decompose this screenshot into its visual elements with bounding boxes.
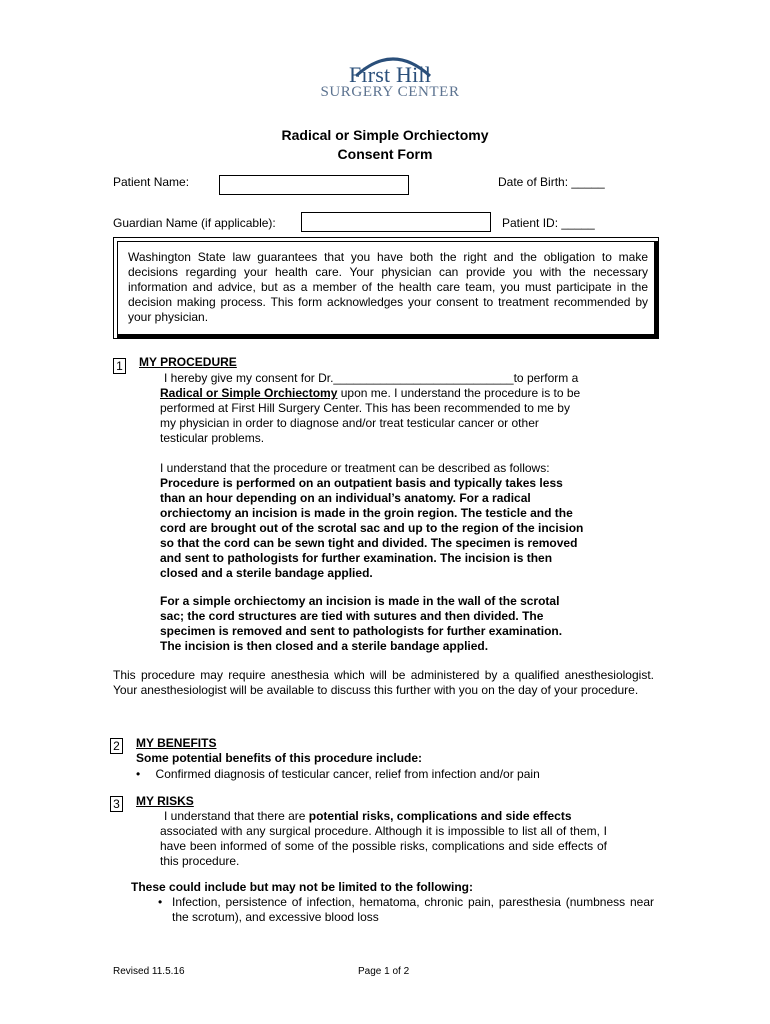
risks-list-heading: These could include but may not be limited to the following: (131, 880, 474, 894)
procedure-line-2: Radical or Simple Orchiectomy upon me. I understand the procedure is to be (160, 386, 581, 400)
form-subtitle: Consent Form (337, 146, 433, 162)
legal-notice-box (113, 237, 659, 339)
simple-line: specimen is removed and sent to pathologists for further examination. (160, 624, 563, 638)
procedure-line-5: testicular problems. (160, 431, 265, 445)
form-title: Radical or Simple Orchiectomy (281, 127, 489, 143)
risks-intro-line: I understand that there are potential risks, complications and side effects (164, 809, 572, 823)
simple-line: The incision is then closed and a sterile bandage applied. (160, 639, 489, 653)
guardian-label: Guardian Name (if applicable): (113, 216, 276, 230)
radical-line: closed and a sterile bandage applied. (160, 566, 373, 580)
patient-id-label: Patient ID: _____ (502, 216, 595, 230)
procedure-heading: MY PROCEDURE (139, 355, 237, 369)
bullet-icon: • (158, 895, 163, 909)
guardian-name-field[interactable] (301, 212, 491, 232)
risks-heading: MY RISKS (136, 794, 194, 808)
risks-intro-bold: potential risks, complications and side effects (308, 809, 572, 823)
radical-line: Procedure is performed on an outpatient basis and typically takes less (160, 476, 563, 490)
patient-name-label: Patient Name: (113, 175, 190, 189)
benefits-subheading: Some potential benefits of this procedure include: (136, 751, 423, 765)
risks-intro-rest: associated with any surgical procedure. Although it is impossible to list all of them, I have been informed of some of the possible risks, complications and side effects of this procedure. (160, 824, 607, 868)
benefit-item: • Confirmed diagnosis of testicular cancer, relief from infection and/or pain (136, 767, 540, 781)
benefits-heading: MY BENEFITS (136, 736, 217, 750)
radical-line: than an hour depending on an individual’s anatomy. For a radical (160, 491, 531, 505)
anesthesia-paragraph: This procedure may require anesthesia which will be administered by a qualified anesthesiologist. Your anesthesiologist will be available to discuss this further with you on the day of your procedure. (113, 668, 654, 697)
procedure-name: Radical or Simple Orchiectomy (160, 386, 338, 400)
simple-line: sac; the cord structures are tied with sutures and then divided. The (160, 609, 544, 623)
logo-subtitle: SURGERY CENTER (320, 84, 460, 100)
simple-line: For a simple orchiectomy an incision is made in the wall of the scrotal (160, 594, 560, 608)
procedure-line-4: my physician in order to diagnose and/or treat testicular cancer or other (160, 416, 539, 430)
risk-item: • Infection, persistence of infection, hematoma, chronic pain, paresthesia (numbness near the scrotum), and excessive blood loss (158, 895, 654, 924)
legal-notice-text: Washington State law guarantees that you have both the right and the obligation to make decisions regarding your health care. Your physician can provide you with the necessary information and advice, but as a member of the health care team, you must participate in the decision making process. This form acknowledges your consent to treatment recommended by your physician. (128, 250, 648, 324)
procedure-line-3: performed at First Hill Surgery Center. This has been recommended to me by (160, 401, 570, 415)
dob-label: Date of Birth: _____ (498, 175, 605, 189)
describe-intro: I understand that the procedure or treatment can be described as follows: (160, 461, 550, 475)
patient-name-field[interactable] (219, 175, 409, 195)
section-number-2: 2 (110, 738, 123, 754)
radical-line: cord are brought out of the scrotal sac and up to the region of the incision (160, 521, 584, 535)
section-number-1: 1 (113, 358, 126, 374)
radical-line: and sent to pathologists for further examination. The incision is then (160, 551, 553, 565)
section-number-3: 3 (110, 796, 123, 812)
consent-line: I hereby give my consent for Dr.___________________________to perform a (164, 371, 579, 385)
revised-date: Revised 11.5.16 (113, 966, 185, 977)
bullet-icon: • (136, 767, 141, 781)
page-number: Page 1 of 2 (358, 966, 410, 977)
radical-line: orchiectomy an incision is made in the groin region. The testicle and the (160, 506, 573, 520)
radical-line: so that the cord can be sewn tight and divided. The specimen is removed (160, 536, 578, 550)
logo-name: First Hill (348, 62, 432, 87)
